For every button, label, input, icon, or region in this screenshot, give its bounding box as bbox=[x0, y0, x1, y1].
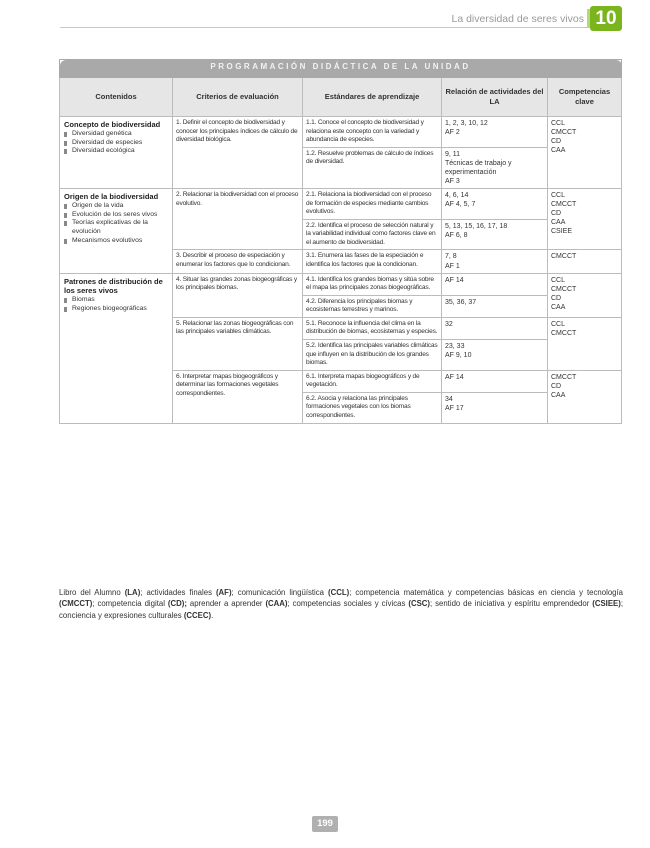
footnote-text: ; actividades finales bbox=[140, 588, 216, 597]
content-item: Regiones biogeográficas bbox=[64, 305, 168, 314]
estandar-cell: 2.1. Relaciona la biodiversidad con el proceso de formación de especies mediante cambios evolutivos. bbox=[303, 189, 442, 220]
competencia-code: CMCCT bbox=[551, 329, 577, 337]
content-item: Origen de la vida bbox=[64, 202, 168, 211]
actividad-line: 23, 33 bbox=[445, 343, 465, 350]
footnote-abbr: (CD); bbox=[167, 599, 187, 609]
actividad-line: 34 bbox=[445, 395, 453, 403]
contenidos-cell bbox=[60, 273, 173, 423]
actividades-cell bbox=[442, 189, 548, 220]
page-number: 199 bbox=[312, 816, 338, 832]
competencia-code: CCL bbox=[551, 320, 566, 328]
content-item: Diversidad genética bbox=[64, 130, 168, 139]
header-relacion: Relación de actividades del LA bbox=[442, 78, 548, 117]
actividades-cell bbox=[442, 340, 548, 371]
header-contenidos: Contenidos bbox=[60, 78, 173, 117]
estandar-cell: 2.2. Identifica el proceso de selección natural y la variabilidad individual como factores clave en el aumento de biodiversidad. bbox=[303, 219, 442, 250]
actividad-line: 7, 8 bbox=[445, 253, 457, 261]
competencia-code: CMCCT bbox=[551, 253, 577, 261]
competencia-code: CSIEE bbox=[551, 228, 573, 236]
actividad-line: AF 14 bbox=[445, 276, 464, 284]
footnote-abbr: (CCEC) bbox=[183, 610, 212, 620]
competencias-cell bbox=[548, 273, 622, 317]
actividad-line: 1, 2, 3, 10, 12 bbox=[445, 120, 488, 127]
table-row bbox=[60, 117, 622, 148]
content-block-title: Patrones de distribución de los seres vivos bbox=[64, 276, 163, 296]
competencia-code: CD bbox=[551, 294, 562, 302]
competencia-code: CCL bbox=[551, 192, 566, 200]
actividad-line: AF 4, 5, 7 bbox=[445, 201, 476, 209]
criterio-cell: 4. Situar las grandes zonas biogeográficas y los principales biomas. bbox=[173, 273, 303, 317]
footnote-text: Libro del Alumno bbox=[59, 588, 125, 597]
competencia-code: CMCCT bbox=[551, 201, 577, 209]
competencia-code: CAA bbox=[551, 219, 566, 227]
actividad-line: AF 1 bbox=[445, 262, 460, 270]
actividades-cell bbox=[442, 317, 548, 339]
competencias-cell bbox=[548, 189, 622, 250]
footnote-text: . bbox=[211, 610, 214, 620]
footnote-text: ; competencias sociales y cívicas bbox=[287, 599, 409, 609]
competencia-code: CAA bbox=[551, 147, 566, 155]
footnote-abbr: (CCL) bbox=[328, 588, 350, 597]
estandar-cell: 6.1. Interpreta mapas biogeográficos y de vegetación. bbox=[303, 370, 442, 392]
criterio-cell: 3. Describir el proceso de especiación y enumerar los factores que lo condicionan. bbox=[173, 250, 303, 273]
content-item-list bbox=[64, 130, 168, 156]
competencia-code: CD bbox=[551, 210, 562, 218]
footnote-text: aprender a aprender bbox=[186, 599, 266, 609]
criterio-cell: 1. Definir el concepto de biodiversidad y conocer los principales índices de cálculo de diversidad biológica. bbox=[173, 117, 303, 189]
actividad-line: AF 17 bbox=[445, 404, 464, 412]
chapter-badge: 10 bbox=[590, 6, 622, 31]
actividades-cell bbox=[442, 370, 548, 392]
content-block-title: Concepto de biodiversidad bbox=[64, 120, 161, 129]
actividad-line: AF 2 bbox=[445, 129, 460, 137]
actividad-line: Técnicas de trabajo y experimentación bbox=[445, 159, 512, 176]
footnote-abbr: (CAA) bbox=[265, 599, 288, 609]
table-row bbox=[60, 273, 622, 295]
table-row bbox=[60, 189, 622, 220]
estandar-cell: 5.2. Identifica las principales variables climáticas que influyen en la distribución de los grandes biomas. bbox=[303, 340, 442, 371]
competencias-cell bbox=[548, 317, 622, 370]
competencia-code: CCL bbox=[551, 120, 566, 127]
actividades-cell bbox=[442, 273, 548, 295]
estandar-cell: 5.1. Reconoce la influencia del clima en la distribución de biomas, ecosistemas y especies. bbox=[303, 317, 442, 339]
actividad-line: 5, 13, 15, 16, 17, 18 bbox=[445, 222, 508, 230]
content-item: Evolución de los seres vivos bbox=[64, 211, 168, 220]
estandar-cell: 4.2. Diferencia los principales biomas y ecosistemas terrestres y marinos. bbox=[303, 295, 442, 317]
estandar-cell: 6.2. Asocia y relaciona las principales formaciones vegetales con los biomas correspondientes. bbox=[303, 392, 442, 423]
competencia-code: CD bbox=[551, 382, 562, 390]
estandar-cell: 4.1. Identifica los grandes biomas y sitúa sobre el mapa las principales zonas biogeográficas. bbox=[303, 273, 442, 295]
footnote-abbr: (LA) bbox=[124, 588, 141, 597]
actividades-cell bbox=[442, 250, 548, 273]
running-header-title: La diversidad de seres vivos bbox=[451, 13, 584, 25]
header-estandares: Estándares de aprendizaje bbox=[303, 78, 442, 117]
competencia-code: CMCCT bbox=[551, 129, 577, 137]
content-item: Diversidad de especies bbox=[64, 139, 168, 148]
table-body bbox=[60, 117, 622, 424]
criterio-cell: 5. Relacionar las zonas biogeográficas con las principales variables climáticas. bbox=[173, 317, 303, 370]
footnote-text: ; comunicación lingüística bbox=[231, 588, 329, 597]
actividad-line: 9, 11 bbox=[445, 150, 461, 158]
table-banner: PROGRAMACIÓN DIDÁCTICA DE LA UNIDAD bbox=[60, 60, 622, 78]
content-item: Biomas bbox=[64, 296, 168, 305]
footnote-text: ; competencia digital bbox=[92, 599, 168, 609]
criterio-cell: 2. Relacionar la biodiversidad con el proceso evolutivo. bbox=[173, 189, 303, 250]
estandar-cell: 1.2. Resuelve problemas de cálculo de índices de diversidad. bbox=[303, 147, 442, 188]
footnote-text: ; conciencia y expresiones culturales bbox=[59, 599, 624, 620]
competencias-cell bbox=[548, 370, 622, 423]
actividades-cell bbox=[442, 147, 548, 188]
content-item: Diversidad ecológica bbox=[64, 147, 168, 156]
estandar-cell: 1.1. Conoce el concepto de biodiversidad y relaciona este concepto con la variedad y abundancia de especies. bbox=[303, 117, 442, 148]
content-item: Mecanismos evolutivos bbox=[64, 237, 168, 246]
competencias-cell bbox=[548, 250, 622, 273]
actividad-line: AF 9, 10 bbox=[445, 352, 472, 360]
competencia-code: CMCCT bbox=[551, 285, 577, 293]
actividad-line: AF 14 bbox=[445, 373, 464, 381]
content-item-list bbox=[64, 202, 168, 246]
actividad-line: AF 6, 8 bbox=[445, 231, 468, 239]
content-block-title: Origen de la biodiversidad bbox=[64, 192, 159, 202]
footnote-abbr: (CSC) bbox=[408, 599, 431, 609]
actividad-line: 4, 6, 14 bbox=[445, 192, 469, 200]
competencia-code: CAA bbox=[551, 303, 566, 311]
contenidos-cell bbox=[60, 189, 173, 274]
estandar-cell: 3.1. Enumera las fases de la especiación e identifica los factores que la condicionan. bbox=[303, 250, 442, 273]
content-item: Teorías explicativas de la evolución bbox=[64, 219, 168, 237]
header-competencias: Competencias clave bbox=[548, 78, 622, 117]
competencia-code: CAA bbox=[551, 391, 566, 399]
actividad-line: AF 3 bbox=[445, 177, 460, 185]
footnote-abbr: (CSIEE) bbox=[592, 599, 621, 609]
competencia-code: CCL bbox=[551, 276, 566, 284]
actividades-cell bbox=[442, 392, 548, 423]
header-rule bbox=[60, 27, 590, 28]
footnote-text: ; sentido de iniciativa y espíritu emprendedor bbox=[430, 599, 593, 609]
footnote-abbr: (AF) bbox=[215, 588, 232, 597]
competencia-code: CMCCT bbox=[551, 373, 577, 381]
footnote-abbr: (CMCCT) bbox=[59, 599, 93, 609]
actividad-line: 35, 36, 37 bbox=[445, 298, 477, 306]
content-item-list bbox=[64, 296, 168, 314]
header-criterios: Criterios de evaluación bbox=[173, 78, 303, 117]
footnote-text: ; competencia matemática y competencias básicas en ciencia y tecnología bbox=[349, 588, 624, 597]
actividades-cell bbox=[442, 295, 548, 317]
actividades-cell bbox=[442, 117, 548, 148]
actividades-cell bbox=[442, 219, 548, 250]
programming-table bbox=[59, 59, 622, 424]
competencias-cell bbox=[548, 117, 622, 189]
contenidos-cell bbox=[60, 117, 173, 189]
criterio-cell: 6. Interpretar mapas biogeográficos y determinar las formaciones vegetales correspondientes. bbox=[173, 370, 303, 423]
footnote bbox=[59, 587, 623, 621]
competencia-code: CD bbox=[551, 138, 562, 146]
actividad-line: 32 bbox=[445, 320, 453, 328]
